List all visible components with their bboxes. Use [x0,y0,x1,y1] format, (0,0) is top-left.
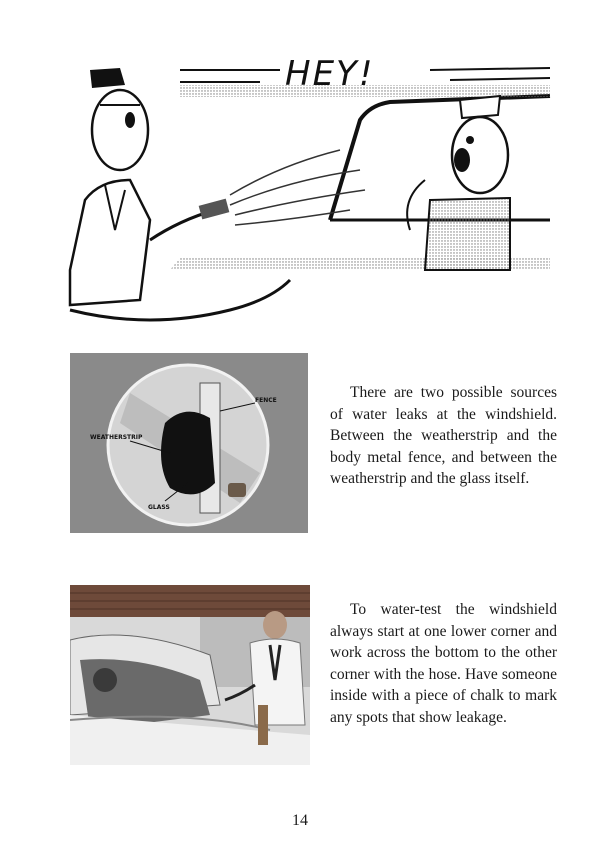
weatherstrip-diagram [70,353,308,533]
water-test-photo [70,585,310,765]
page-number: 14 [292,812,308,829]
cartoon-exclamation: HEY! [285,54,375,94]
leak-sources-paragraph: There are two possible sources of water leaks at the windshield. Between the weatherstrip and the body metal fence, and between the weatherstrip and the glass itself. [330,384,557,487]
fence-label: FENCE [255,397,277,404]
glass-label: GLASS [148,504,170,511]
cartoon-illustration [30,30,570,330]
cartoon-drawing [30,30,570,330]
water-test-scene [70,585,310,765]
weatherstrip-diagram-photo [70,353,308,533]
weatherstrip-label: WEATHERSTRIP [90,434,143,441]
water-test-paragraph: To water-test the windshield always start at one lower corner and work across the bottom to the other corner with the hose. Have someone inside with a piece of chalk to mark any spots that show leakage. [330,601,557,726]
